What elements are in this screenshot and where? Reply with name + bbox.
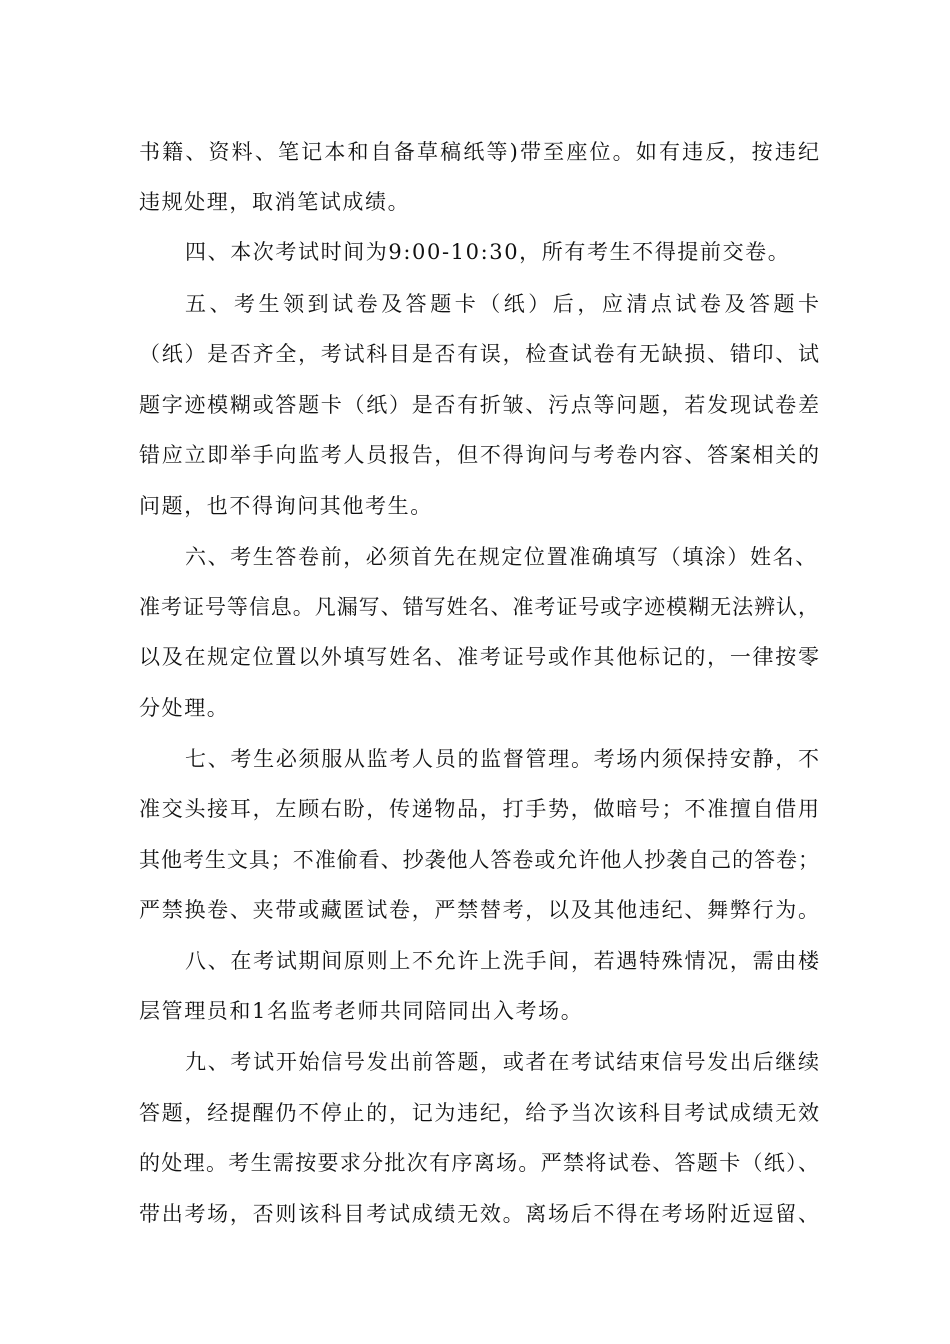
- text-line: 准交头接耳，左顾右盼，传递物品，打手势，做暗号；不准擅自借用: [139, 797, 819, 821]
- text-line: 问题，也不得询问其他考生。: [139, 494, 433, 518]
- text-line: 答题，经提醒仍不停止的，记为违纪，给予当次该科目考试成绩无效: [139, 1101, 819, 1125]
- text-line: 的处理。考生需按要求分批次有序离场。严禁将试卷、答题卡（纸）、: [139, 1151, 819, 1175]
- text-line: （纸）是否齐全，考试科目是否有误，检查试卷有无缺损、错印、试: [139, 342, 819, 366]
- text-line: 准考证号等信息。凡漏写、错写姓名、准考证号或字迹模糊无法辨认，: [139, 595, 819, 619]
- text-line: 五、考生领到试卷及答题卡（纸）后，应清点试卷及答题卡: [185, 292, 819, 316]
- text-line: 六、考生答卷前，必须首先在规定位置准确填写（填涂）姓名、: [185, 545, 818, 569]
- text-line: 其他考生文具；不准偷看、抄袭他人答卷或允许他人抄袭自己的答卷；: [139, 848, 819, 872]
- text-line: 严禁换卷、夹带或藏匿试卷，严禁替考，以及其他违纪、舞弊行为。: [139, 898, 819, 922]
- text-line: 书籍、资料、笔记本和自备草稿纸等)带至座位。如有违反，按违纪: [139, 140, 819, 164]
- text-line: 七、考生必须服从监考人员的监督管理。考场内须保持安静，不: [185, 747, 819, 771]
- text-line: 九、考试开始信号发出前答题，或者在考试结束信号发出后继续: [185, 1050, 819, 1074]
- text-line: 八、在考试期间原则上不允许上洗手间，若遇特殊情况，需由楼: [185, 949, 819, 973]
- text-line: 题字迹模糊或答题卡（纸）是否有折皱、污点等问题，若发现试卷差: [139, 393, 819, 417]
- text-line: 四、本次考试时间为9:00-10:30，所有考生不得提前交卷。: [185, 240, 791, 264]
- text-line: 分处理。: [139, 696, 230, 720]
- text-line: 以及在规定位置以外填写姓名、准考证号或作其他标记的，一律按零: [139, 645, 819, 669]
- text-line: 错应立即举手向监考人员报告，但不得询问与考卷内容、答案相关的: [139, 443, 819, 467]
- text-line: 层管理员和1名监考老师共同陪同出入考场。: [139, 999, 584, 1023]
- text-line: 违规处理，取消笔试成绩。: [139, 190, 411, 214]
- text-line: 带出考场，否则该科目考试成绩无效。离场后不得在考场附近逗留、: [139, 1202, 819, 1226]
